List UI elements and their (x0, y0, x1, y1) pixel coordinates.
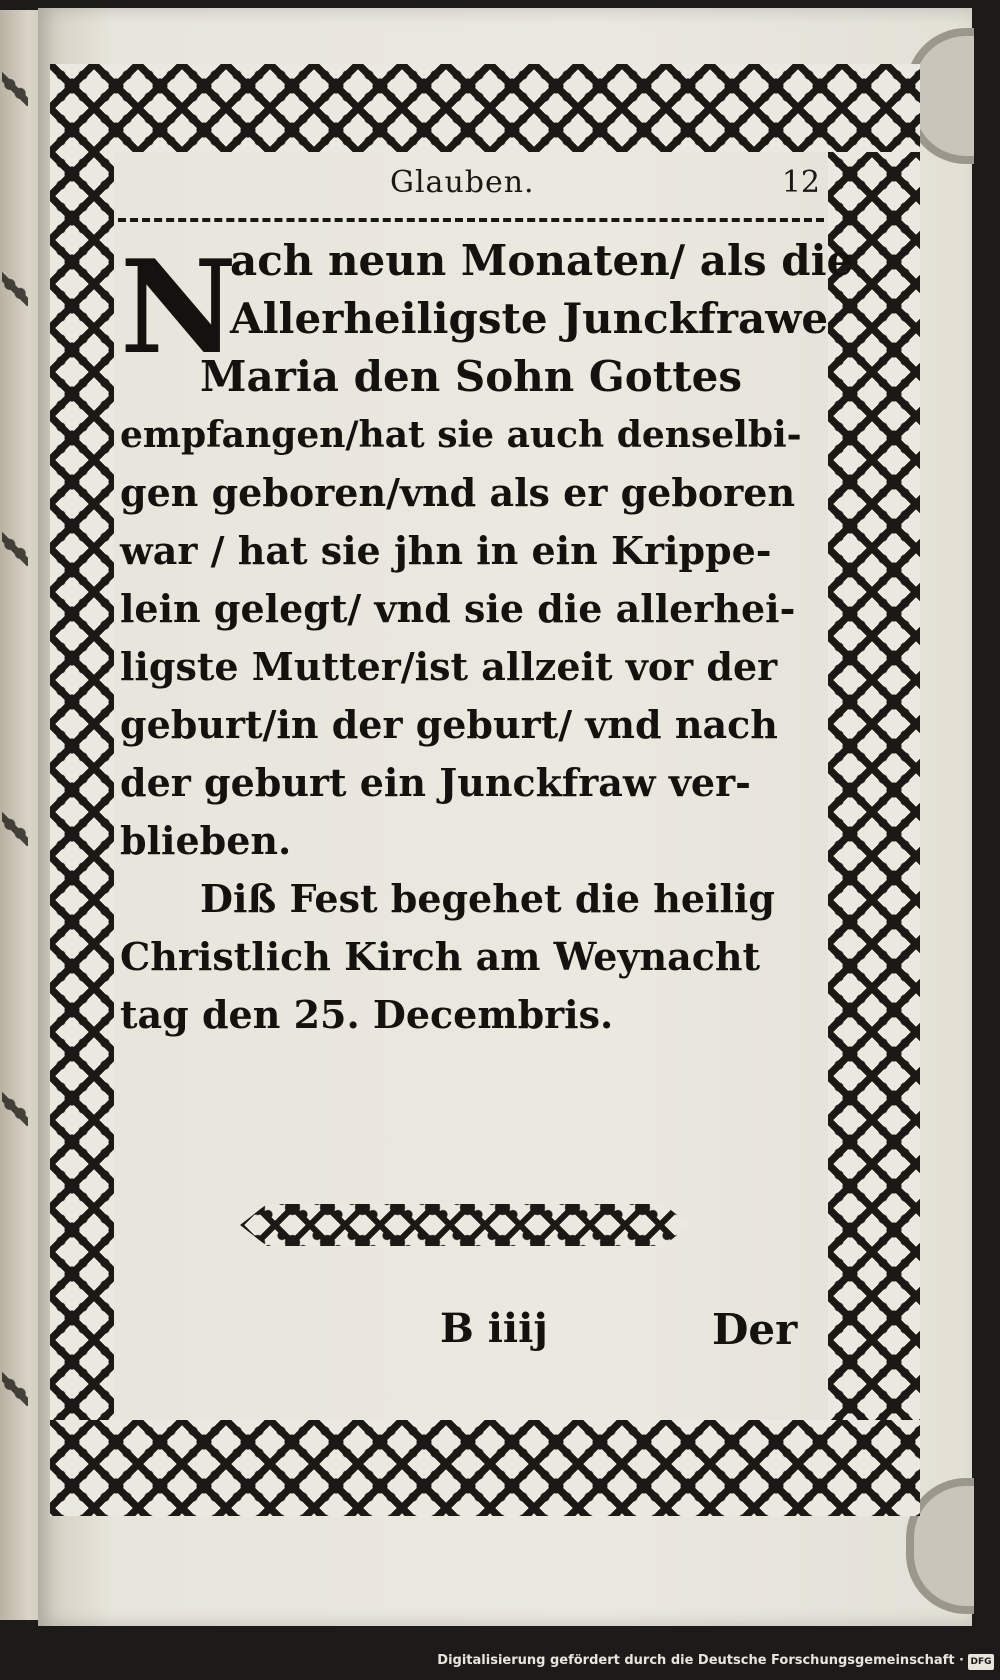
text-line: ligste Mutter/ist allzeit vor der (120, 644, 778, 689)
text-line: ach neun Monaten/ als die (230, 236, 854, 285)
ornamental-border-right (828, 152, 920, 1420)
ornament-fragment (2, 70, 28, 106)
page-header (120, 165, 820, 215)
ornamental-border-bottom (50, 1420, 920, 1516)
ornament-fragment (2, 270, 28, 306)
body-text (120, 232, 854, 1092)
text-line: blieben. (120, 818, 292, 863)
text-line: gen geboren/vnd als er geboren (120, 470, 796, 515)
running-head: Glauben. (390, 165, 535, 200)
text-line: geburt/in der geburt/ vnd nach (120, 702, 778, 747)
text-line: Maria den Sohn Gottes (200, 352, 742, 401)
text-line: der geburt ein Junckfraw ver- (120, 760, 751, 805)
catchword: Der (712, 1305, 798, 1354)
ornamental-border-left (50, 152, 114, 1420)
ornament-fragment (2, 530, 28, 566)
text-line: Diß Fest begehet die heilig (200, 876, 775, 921)
ornament-fragment (2, 810, 28, 846)
text-line: tag den 25. Decembris. (120, 992, 614, 1037)
signature-mark: B iiij (440, 1305, 548, 1352)
digitization-credit: Digitalisierung gefördert durch die Deutsche Forschungsgemeinschaft · (437, 1653, 964, 1668)
text-line: lein gelegt/ vnd sie die allerhei- (120, 586, 796, 631)
page-number: 12 (781, 165, 820, 200)
ornament-fragment (2, 1370, 28, 1406)
text-line: Allerheiligste Junckfrawe (230, 294, 829, 343)
ornament-fragment (2, 1090, 28, 1126)
decorated-initial: N (120, 233, 237, 383)
ornamental-border-top (50, 64, 920, 152)
header-rule (118, 218, 824, 222)
text-line: Christlich Kirch am Weynacht (120, 934, 761, 979)
text-line: war / hat sie jhn in ein Krippe- (120, 528, 772, 573)
dfg-logo: DFG (968, 1654, 994, 1670)
text-line: empfangen/hat sie auch denselbi- (120, 414, 802, 456)
